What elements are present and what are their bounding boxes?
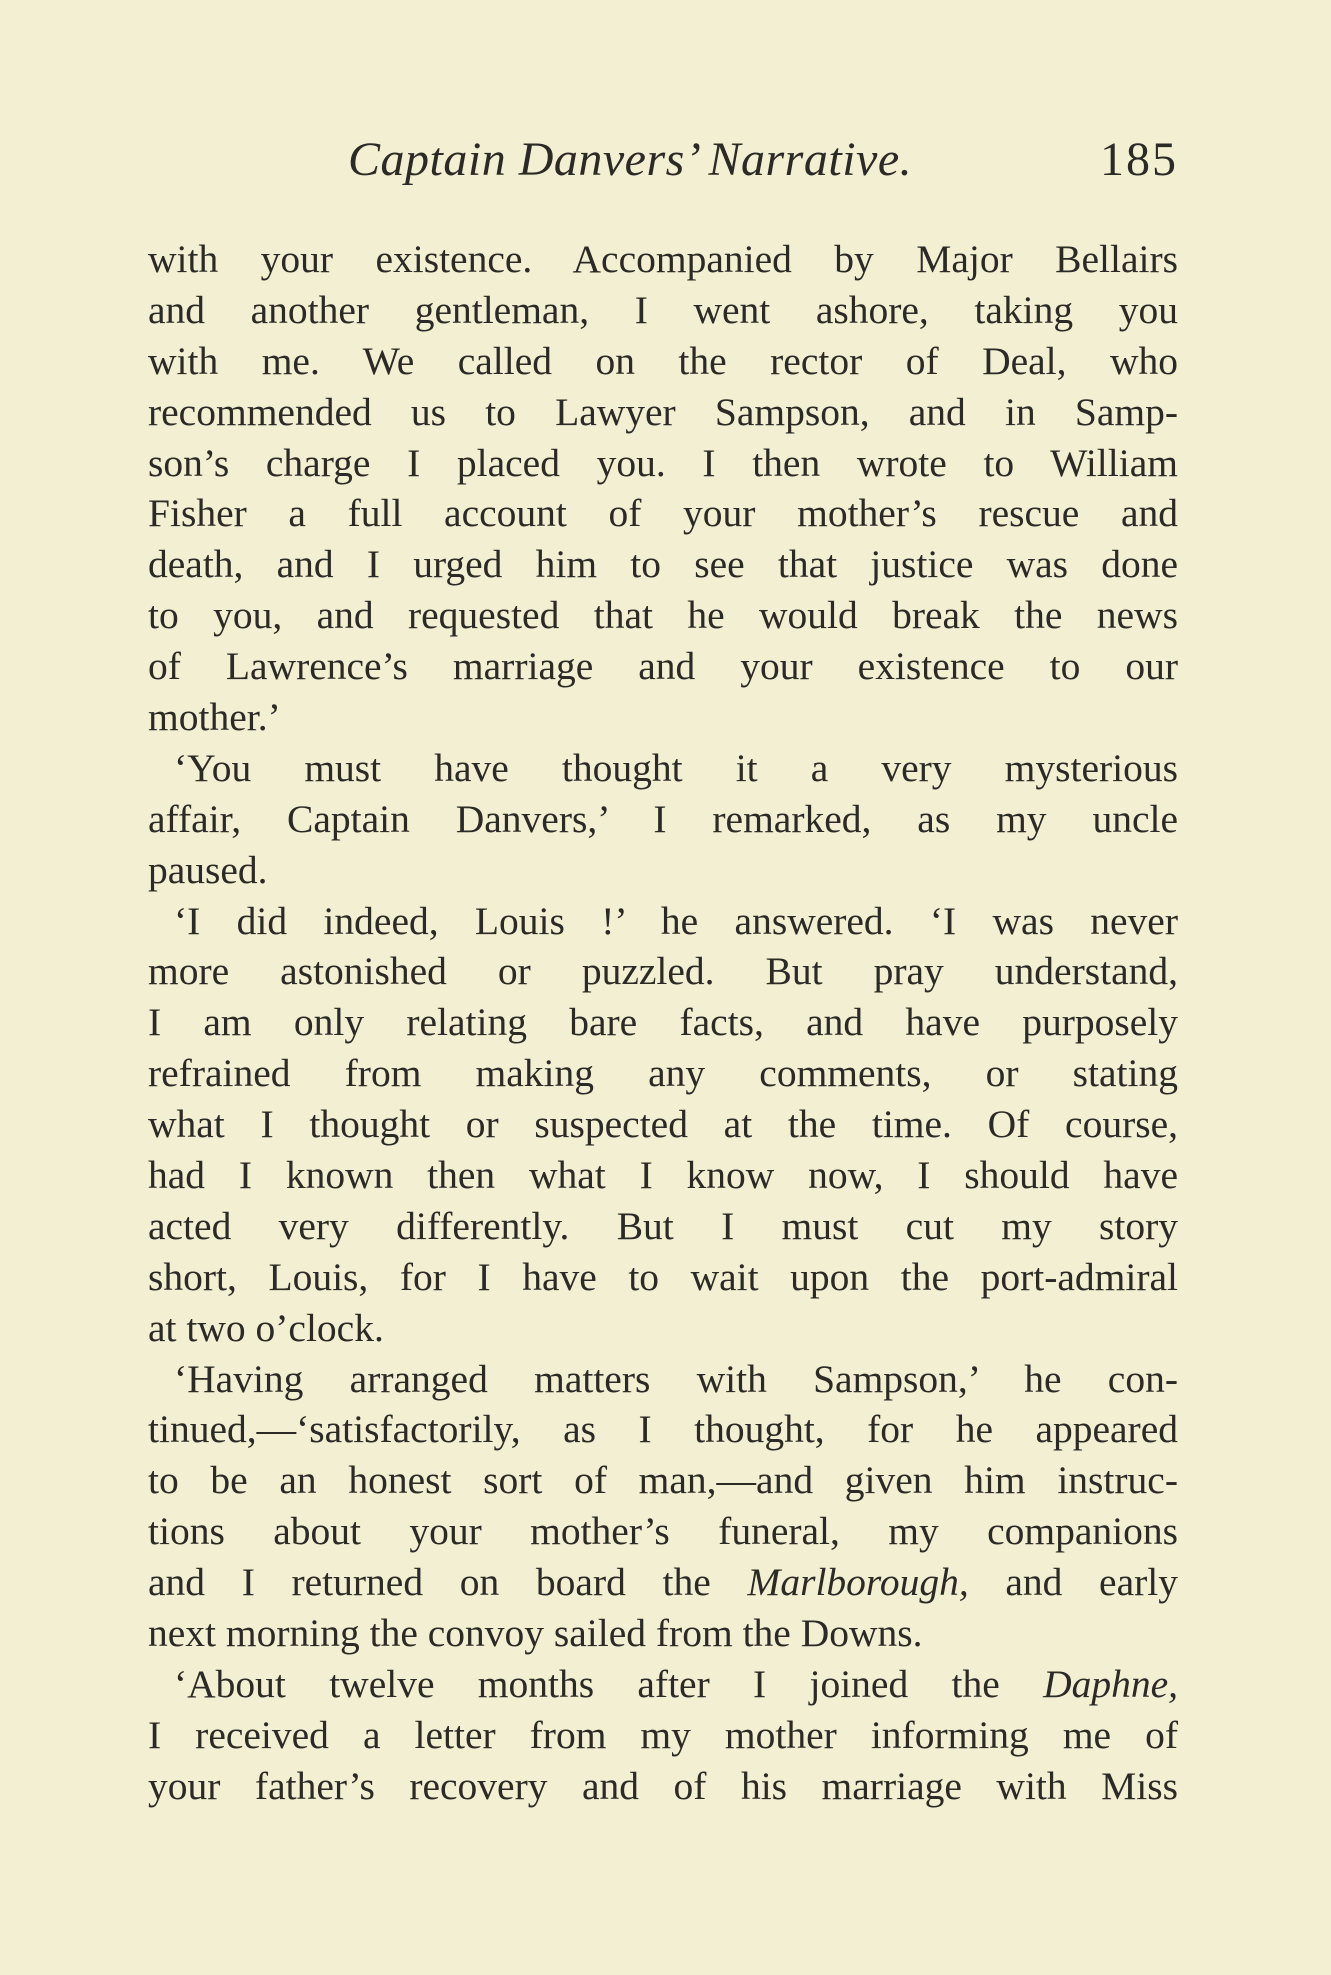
text-line: to you, and requested that he would break the news <box>148 593 1178 638</box>
page-header <box>148 132 1178 202</box>
text-line: to be an honest sort of man,—and given him instruc- <box>148 1458 1178 1503</box>
text-line: ‘Having arranged matters with Sampson,’ he con- <box>174 1356 1178 1401</box>
text-line: acted very differently. But I must cut my story <box>148 1203 1178 1248</box>
text-line: ‘You must have thought it a very mysterious <box>174 745 1178 790</box>
text-line: affair, Captain Danvers,’ I remarked, as my uncle <box>148 796 1178 841</box>
text-line: had I known then what I know now, I should have <box>148 1153 1178 1198</box>
text-line <box>148 1659 1178 1710</box>
text-line: next morning the convoy sailed from the Downs. <box>148 1611 923 1656</box>
text-line: more astonished or puzzled. But pray understand, <box>148 949 1178 994</box>
text-line: paused. <box>148 847 268 892</box>
page-number: 185 <box>1100 133 1178 186</box>
text-line: tions about your mother’s funeral, my companions <box>148 1509 1178 1554</box>
text-line: I am only relating bare facts, and have purposely <box>148 1000 1178 1045</box>
text-segment: and early <box>968 1560 1178 1605</box>
text-line: at two o’clock. <box>148 1305 384 1350</box>
text-segment: ‘About twelve months after I joined the <box>174 1661 1044 1706</box>
text-line: mother.’ <box>148 695 281 740</box>
text-line: refrained from making any comments, or stating <box>148 1051 1178 1096</box>
text-line: I received a letter from my mother informing me of <box>148 1712 1178 1757</box>
text-line: and another gentleman, I went ashore, taking you <box>148 287 1178 332</box>
italic-ship-name: Marlborough, <box>747 1560 969 1605</box>
text-line: tinued,—‘satisfactorily, as I thought, for he appeared <box>148 1407 1178 1452</box>
body-text <box>148 234 1178 1812</box>
text-segment: and I returned on board the <box>148 1560 748 1605</box>
text-line: what I thought or suspected at the time. Of course, <box>148 1102 1178 1147</box>
italic-ship-name: Daphne, <box>1043 1661 1178 1706</box>
text-line: with me. We called on the rector of Deal, who <box>148 338 1178 383</box>
text-line <box>148 1557 1178 1608</box>
text-line: ‘I did indeed, Louis !’ he answered. ‘I was never <box>174 898 1178 943</box>
text-line: death, and I urged him to see that justice was done <box>148 542 1178 587</box>
running-title: Captain Danvers’ Narrative. <box>348 133 913 186</box>
text-line: short, Louis, for I have to wait upon the port-admiral <box>148 1254 1178 1299</box>
text-line: Fisher a full account of your mother’s rescue and <box>148 491 1178 536</box>
text-line: of Lawrence’s marriage and your existence to our <box>148 644 1178 689</box>
text-line: son’s charge I placed you. I then wrote to William <box>148 440 1178 485</box>
text-line: with your existence. Accompanied by Major Bellairs <box>148 237 1178 281</box>
text-line: your father’s recovery and of his marriage with Miss <box>148 1763 1178 1808</box>
text-line: recommended us to Lawyer Sampson, and in Samp- <box>148 389 1178 434</box>
